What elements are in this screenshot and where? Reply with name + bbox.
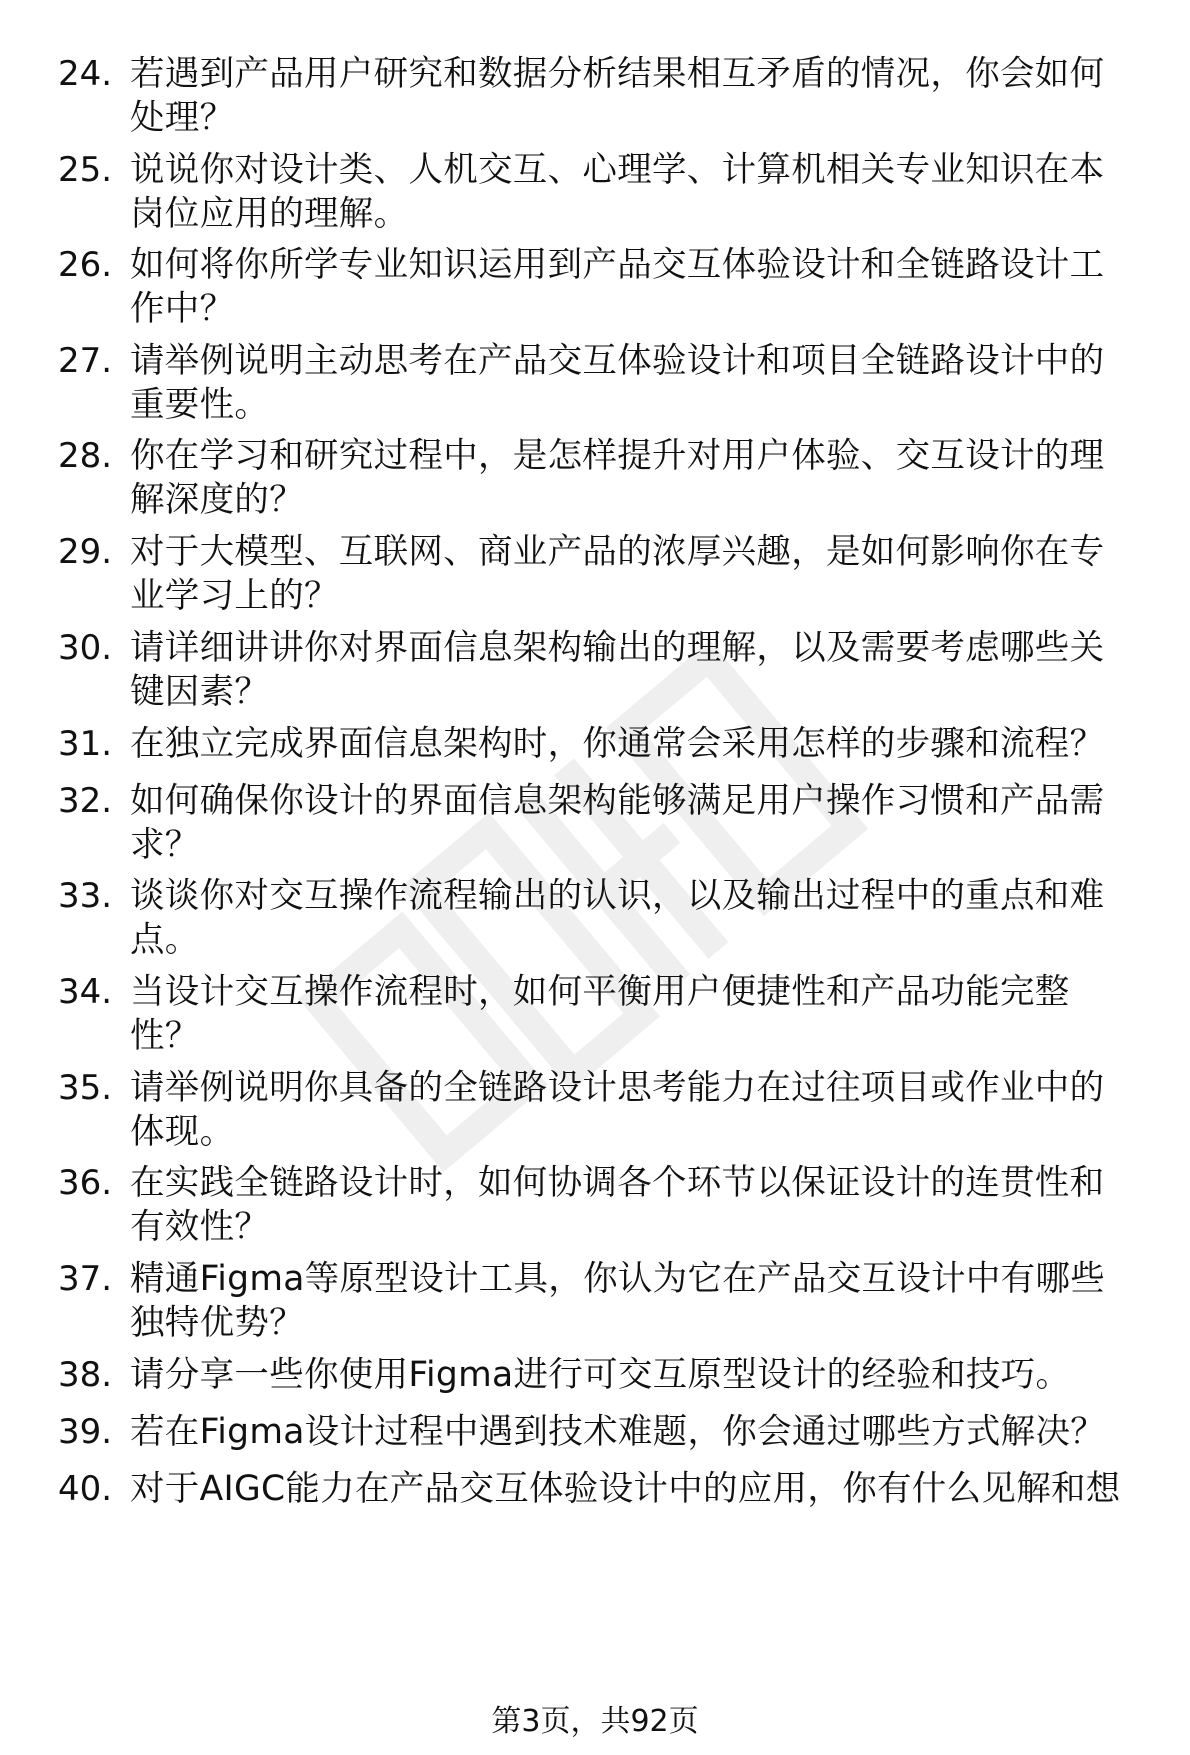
question-item [58,779,1158,889]
question-text [130,339,1190,427]
question-text-line: 你在学习和研究过程中，是怎样提升对用户体验、交互设计的理 [130,436,1105,476]
question-text-line: 精通Figma等原型设计工具，你认为它在产品交互设计中有哪些 [130,1259,1106,1299]
question-text-line: 在实践全链路设计时，如何协调各个环节以保证设计的连贯性和 [130,1163,1105,1203]
question-number: 30. [58,628,113,668]
question-item [58,970,1158,1080]
question-item [58,148,1158,258]
question-number: 32. [58,781,113,821]
question-number: 37. [58,1259,113,1299]
question-text-line: 如何将你所学专业知识运用到产品交互体验设计和全链路设计工 [130,245,1105,285]
question-text-line: 请举例说明你具备的全链路设计思考能力在过往项目或作业中的 [130,1068,1105,1108]
question-text-line: 若在Figma设计过程中遇到技术难题，你会通过哪些方式解决？ [130,1412,1106,1452]
question-text-line: 体现。 [130,1112,235,1152]
question-item [58,1467,1158,1577]
question-text-line: 谈谈你对交互操作流程输出的认识，以及输出过程中的重点和难 [130,876,1105,916]
question-text [130,626,1190,714]
question-text-line: 请分享一些你使用Figma进行可交互原型设计的经验和技巧。 [130,1355,1071,1395]
question-text-line: 岗位应用的理解。 [130,194,409,234]
question-number: 24. [58,54,113,94]
question-item [58,626,1158,736]
question-text-line: 求？ [130,825,200,865]
question-item [58,52,1158,162]
question-item [58,874,1158,984]
question-text-line: 点。 [130,920,200,960]
question-text-line: 对于大模型、互联网、商业产品的浓厚兴趣，是如何影响你在专 [130,532,1105,572]
question-number: 39. [58,1412,113,1452]
question-text [130,1353,1190,1397]
question-item [58,243,1158,353]
question-number: 26. [58,245,113,285]
question-text [130,530,1190,618]
question-item [58,530,1158,640]
question-text-line: 作中？ [130,289,235,329]
question-number: 27. [58,341,113,381]
question-text [130,874,1190,962]
question-number: 28. [58,436,113,476]
question-number: 25. [58,150,113,190]
question-text [130,1467,1190,1511]
question-item [58,434,1158,544]
question-text [130,1066,1190,1154]
question-text-line: 当设计交互操作流程时，如何平衡用户便捷性和产品功能完整 [130,972,1070,1012]
question-text [130,243,1190,331]
question-text [130,779,1190,867]
question-number: 34. [58,972,113,1012]
question-text-line: 对于AIGC能力在产品交互体验设计中的应用，你有什么见解和想 [130,1469,1121,1509]
question-number: 40. [58,1469,113,1509]
question-text [130,148,1190,236]
question-number: 36. [58,1163,113,1203]
question-text [130,1410,1190,1454]
question-text-line: 若遇到产品用户研究和数据分析结果相互矛盾的情况，你会如何 [130,54,1105,94]
question-text [130,1257,1190,1345]
question-item [58,1066,1158,1176]
question-text-line: 在独立完成界面信息架构时，你通常会采用怎样的步骤和流程？ [130,724,1105,764]
question-text [130,1161,1190,1249]
question-text [130,52,1190,140]
question-text-line: 独特优势？ [130,1303,304,1343]
question-text [130,434,1190,522]
question-text-line: 键因素？ [130,672,270,712]
question-item [58,1257,1158,1367]
question-text-line: 请举例说明主动思考在产品交互体验设计和项目全链路设计中的 [130,341,1105,381]
question-text-line: 处理？ [130,98,235,138]
question-text-line: 解深度的？ [130,480,304,520]
question-text-line: 请详细讲讲你对界面信息架构输出的理解，以及需要考虑哪些关 [130,628,1105,668]
question-text [130,722,1190,766]
question-number: 35. [58,1068,113,1108]
question-text-line: 重要性。 [130,385,270,425]
question-number: 38. [58,1355,113,1395]
question-text-line: 业学习上的？ [130,576,339,616]
question-text-line: 性？ [130,1016,200,1056]
question-number: 33. [58,876,113,916]
question-text-line: 如何确保你设计的界面信息架构能够满足用户操作习惯和产品需 [130,781,1105,821]
question-item [58,339,1158,449]
question-text [130,970,1190,1058]
question-text-line: 有效性？ [130,1207,270,1247]
question-number: 29. [58,532,113,572]
question-text-line: 说说你对设计类、人机交互、心理学、计算机相关专业知识在本 [130,150,1105,190]
page-number: 第3页，共92页 [491,1704,699,1739]
question-number: 31. [58,724,113,764]
question-item [58,1161,1158,1271]
